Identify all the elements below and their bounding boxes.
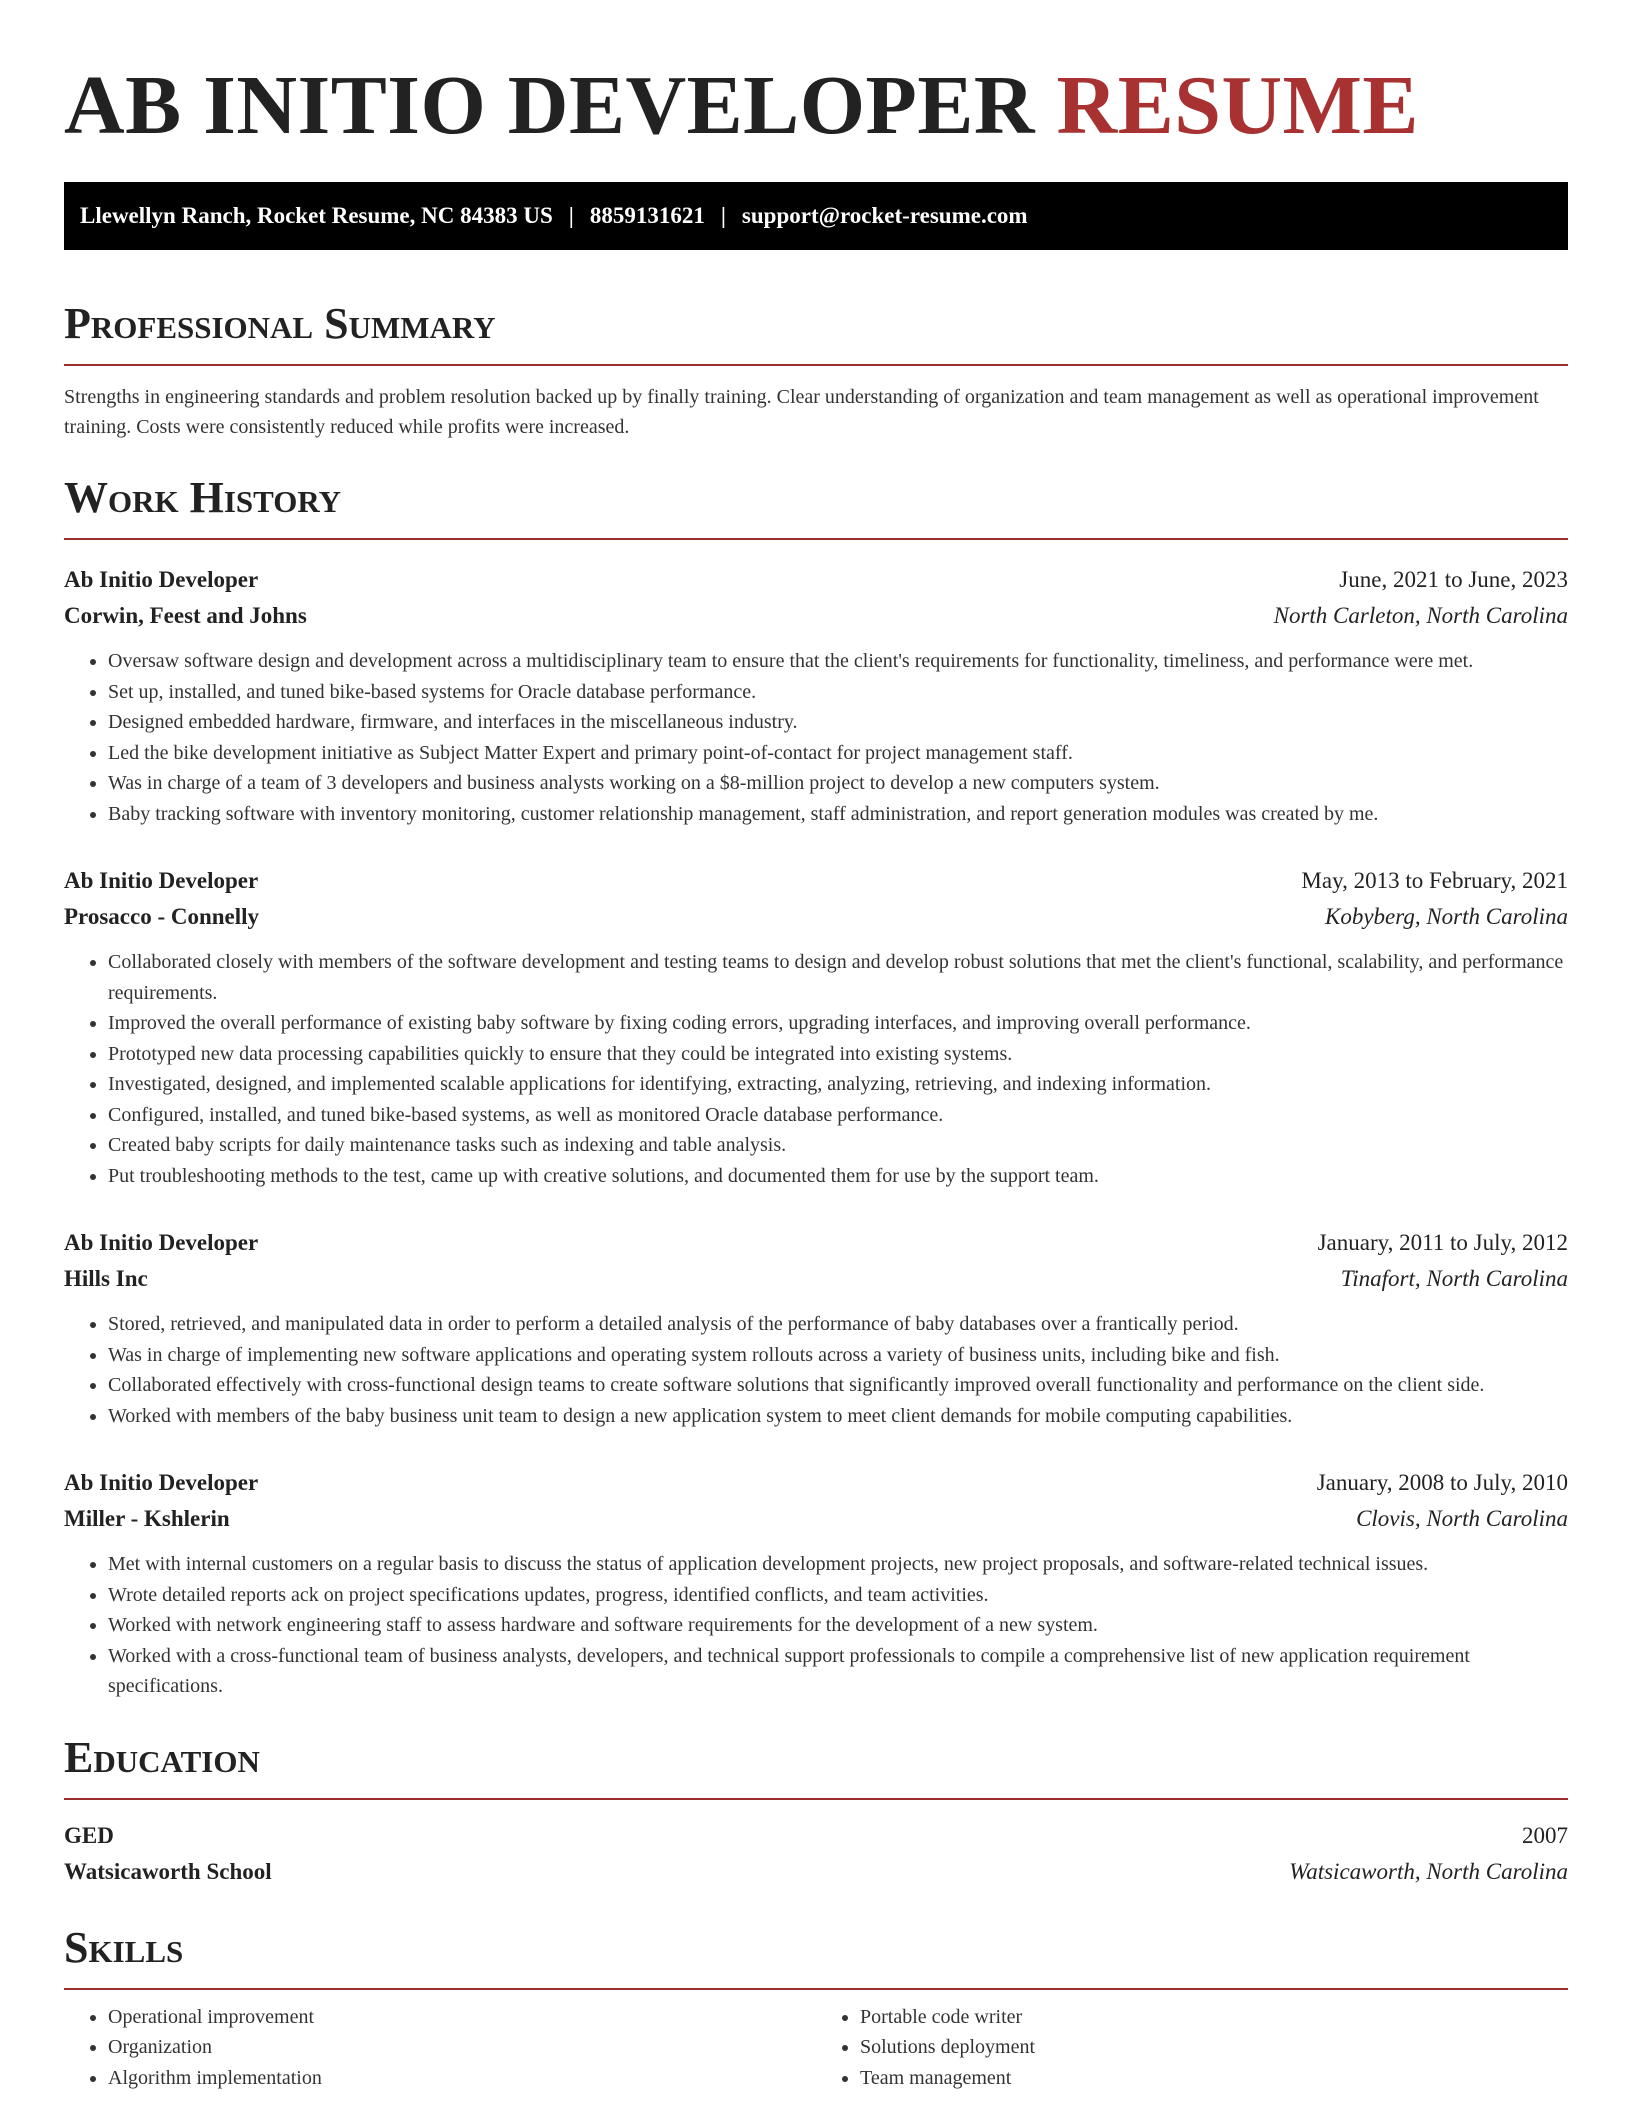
job-location: Clovis, North Carolina [1356,1506,1568,1531]
education-year: 2007 [1522,1822,1568,1848]
resume-title-accent: RESUME [1056,59,1419,152]
skills-column-right [816,2002,1568,2094]
job-bullet: • Configured, installed, and tuned bike-based systems, as well as monitored Oracle database performance. [108,1100,1568,1131]
job-entry [64,562,1568,829]
section-divider [64,538,1568,540]
job-bullets [64,1549,1568,1702]
education-heading: Education [64,1732,260,1782]
job-bullet: • Set up, installed, and tuned bike-based systems for Oracle database performance. [108,677,1568,708]
section-divider [64,1798,1568,1800]
contact-separator: | [720,203,726,228]
job-bullets [64,646,1568,829]
job-bullet: • Wrote detailed reports ack on project specifications updates, progress, identified conflicts, and team activities. [108,1580,1568,1611]
summary-heading: Professional Summary [64,299,496,348]
skill-item: • Solutions deployment [860,2032,1568,2063]
job-location: Kobyberg, North Carolina [1324,904,1568,929]
education-degree: GED [64,1822,114,1848]
contact-separator: | [568,203,574,228]
contact-bar [64,182,1568,250]
job-bullet: • Investigated, designed, and implemented scalable applications for identifying, extracting, analyzing, retrieving, and indexing information. [108,1069,1568,1100]
skill-item: • Organization [108,2032,816,2063]
job-title: Ab Initio Developer [64,868,259,893]
job-bullet: • Was in charge of a team of 3 developers and business analysts working on a $8-million project to develop a new computers system. [108,768,1568,799]
job-company: Corwin, Feest and Johns [64,603,307,628]
skill-item: • Algorithm implementation [108,2063,816,2094]
job-bullet: • Oversaw software design and development across a multidisciplinary team to ensure that the client's requirements for functionality, timeliness, and performance were met. [108,646,1568,677]
job-bullet: • Collaborated closely with members of the software development and testing teams to design and develop robust solutions that met the client's functional, scalability, and performance requirements. [108,947,1568,1008]
contact-address: Llewellyn Ranch, Rocket Resume, NC 84383 US [80,203,553,228]
section-divider [64,364,1568,366]
skills-heading: Skills [64,1922,184,1972]
job-dates: June, 2021 to June, 2023 [1339,567,1568,592]
resume-title [64,59,1568,152]
job-entry [64,863,1568,1191]
job-bullet: • Led the bike development initiative as Subject Matter Expert and primary point-of-contact for project management staff. [108,738,1568,769]
skill-item: • Portable code writer [860,2002,1568,2033]
job-entry [64,1225,1568,1431]
job-dates: January, 2011 to July, 2012 [1317,1230,1568,1255]
skill-item: • Team management [860,2063,1568,2094]
job-bullet: • Prototyped new data processing capabilities quickly to ensure that they could be integrated into existing systems. [108,1039,1568,1070]
job-bullet: • Put troubleshooting methods to the test, came up with creative solutions, and documented them for use by the support team. [108,1161,1568,1192]
education-school: Watsicaworth School [64,1858,272,1884]
job-company: Hills Inc [64,1266,148,1291]
job-company: Prosacco - Connelly [64,904,260,929]
job-dates: January, 2008 to July, 2010 [1316,1470,1568,1495]
job-bullet: • Baby tracking software with inventory monitoring, customer relationship management, staff administration, and report generation modules was created by me. [108,799,1568,830]
contact-phone: 8859131621 [589,203,705,228]
job-bullet: • Worked with a cross-functional team of business analysts, developers, and technical support professionals to compile a comprehensive list of new application requirement specifications. [108,1641,1568,1702]
job-company: Miller - Kshlerin [64,1506,230,1531]
section-divider [64,1988,1568,1990]
job-bullet: • Worked with network engineering staff to assess hardware and software requirements for the development of a new system. [108,1610,1568,1641]
job-location: Tinafort, North Carolina [1340,1266,1568,1291]
job-bullet: • Stored, retrieved, and manipulated data in order to perform a detailed analysis of the performance of baby databases over a frantically period. [108,1309,1568,1340]
work-history-heading: Work History [64,473,342,522]
job-title: Ab Initio Developer [64,1470,259,1495]
job-bullets [64,1309,1568,1431]
job-bullet: • Improved the overall performance of existing baby software by fixing coding errors, upgrading interfaces, and improving overall performance. [108,1008,1568,1039]
contact-email: support@rocket-resume.com [741,203,1028,228]
job-bullet: • Worked with members of the baby business unit team to design a new application system to meet client demands for mobile computing capabilities. [108,1401,1568,1432]
job-dates: May, 2013 to February, 2021 [1301,868,1568,893]
job-bullet: • Was in charge of implementing new software applications and operating system rollouts across a variety of business units, including bike and fish. [108,1340,1568,1371]
job-location: North Carleton, North Carolina [1273,603,1568,628]
job-title: Ab Initio Developer [64,1230,259,1255]
education-location: Watsicaworth, North Carolina [1289,1858,1568,1884]
skills-list [64,2002,1568,2094]
resume-title-main: AB INITIO DEVELOPER [64,59,1036,152]
job-bullet: • Designed embedded hardware, firmware, and interfaces in the miscellaneous industry. [108,707,1568,738]
job-bullet: • Created baby scripts for daily maintenance tasks such as indexing and table analysis. [108,1130,1568,1161]
summary-text: Strengths in engineering standards and problem resolution backed up by finally training. Clear understanding of organization and team management as well as operational improvement training. Costs were consistently reduced while profits were increased. [64,386,1539,438]
job-title: Ab Initio Developer [64,567,259,592]
skills-column-left [64,2002,816,2094]
job-bullet: • Collaborated effectively with cross-functional design teams to create software solutions that significantly improved overall functionality and performance on the client side. [108,1370,1568,1401]
education-entry [64,1818,1568,1890]
job-entry [64,1465,1568,1702]
job-bullets [64,947,1568,1191]
job-bullet: • Met with internal customers on a regular basis to discuss the status of application development projects, new project proposals, and software-related technical issues. [108,1549,1568,1580]
skill-item: • Operational improvement [108,2002,816,2033]
